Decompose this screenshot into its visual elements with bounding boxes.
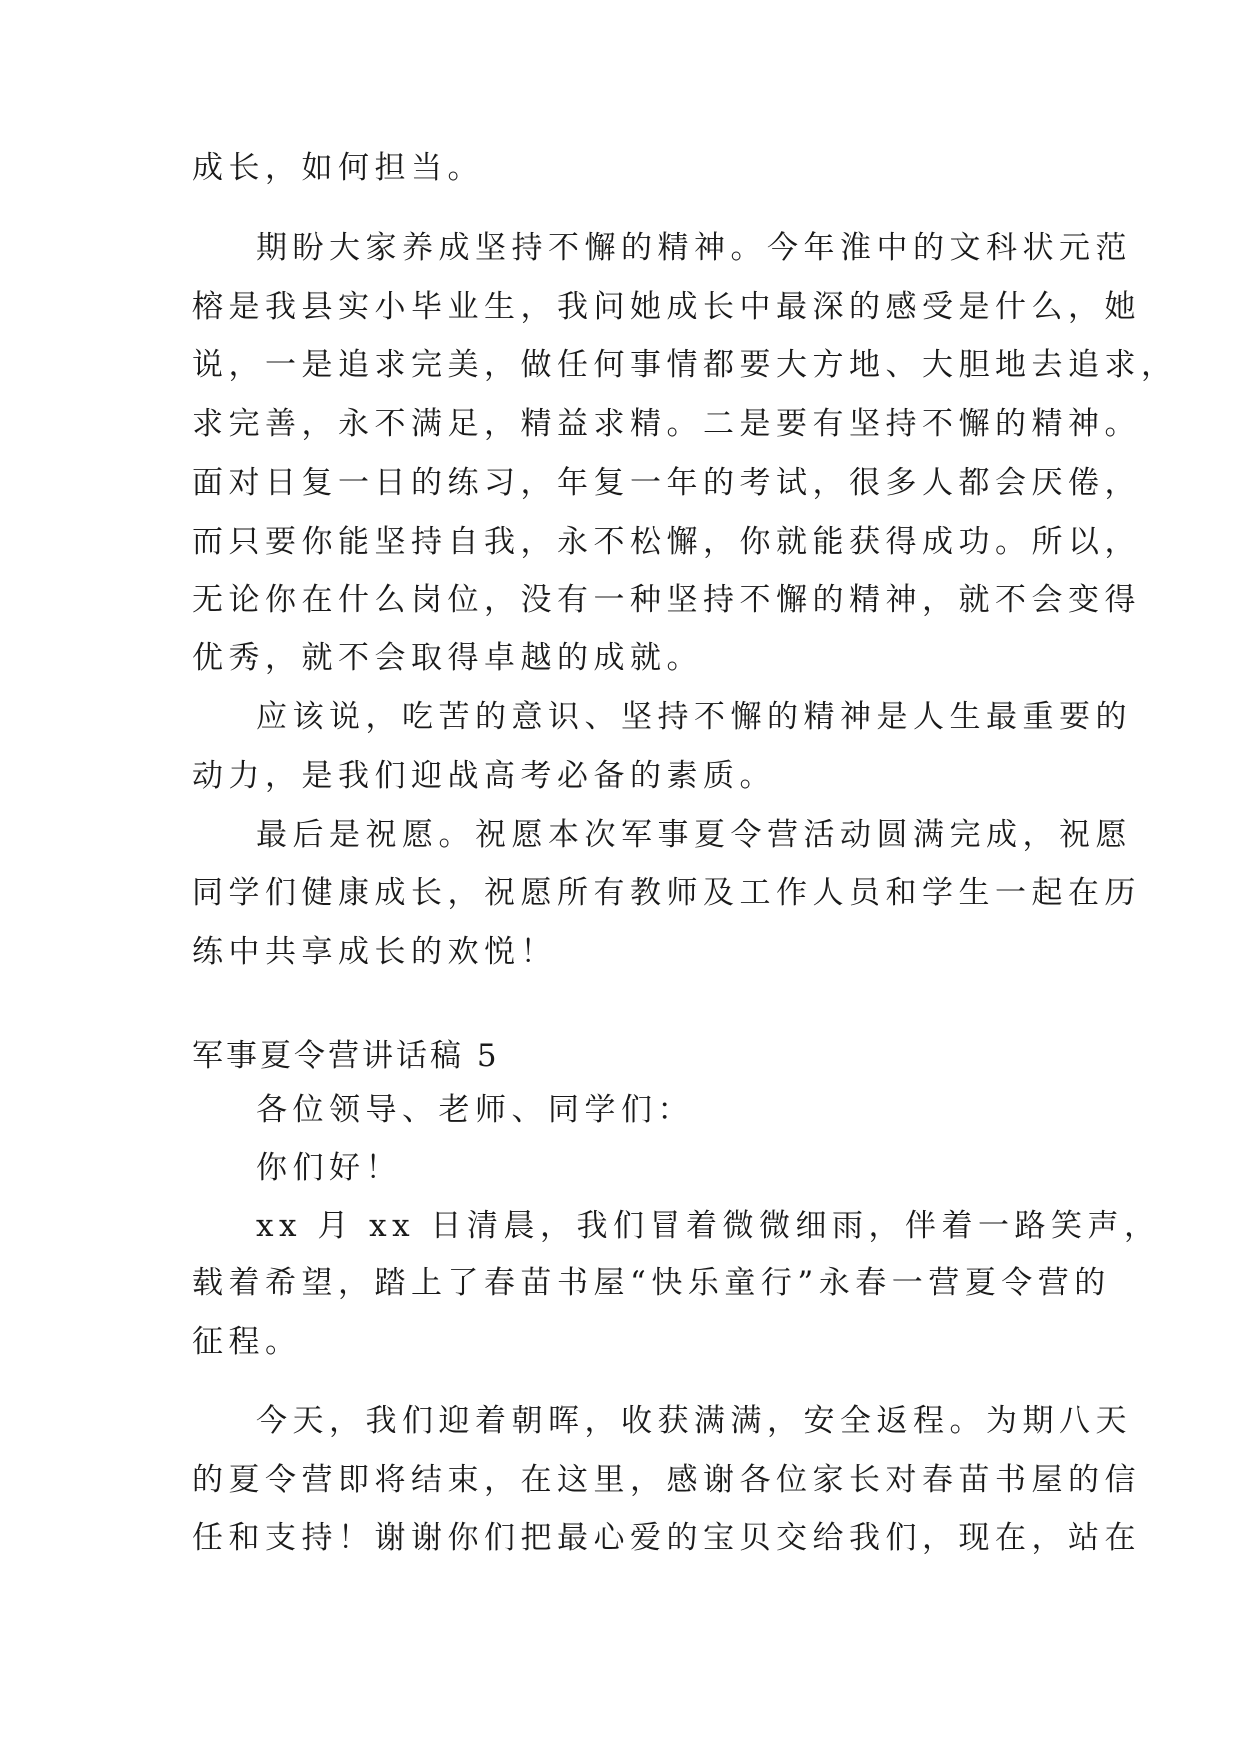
- paragraph-line: 你们好！: [256, 1150, 402, 1186]
- paragraph-line: 今天，我们迎着朝晖，收获满满，安全返程。为期八天: [256, 1403, 1132, 1439]
- paragraph-line: 应该说，吃苦的意识、坚持不懈的精神是人生最重要的: [256, 699, 1132, 735]
- paragraph-line: 期盼大家养成坚持不懈的精神。今年淮中的文科状元范: [256, 230, 1132, 266]
- paragraph-line: 榕是我县实小毕业生，我问她成长中最深的感受是什么，她: [192, 289, 1141, 325]
- paragraph-line: 无论你在什么岗位，没有一种坚持不懈的精神，就不会变得: [192, 582, 1141, 618]
- paragraph-line: 求完善，永不满足，精益求精。二是要有坚持不懈的精神。: [192, 406, 1141, 442]
- paragraph-line: 成长，如何担当。: [192, 150, 484, 186]
- paragraph-line: 征程。: [192, 1324, 302, 1360]
- paragraph-line: 最后是祝愿。祝愿本次军事夏令营活动圆满完成，祝愿: [256, 817, 1132, 853]
- paragraph-line: 动力，是我们迎战高考必备的素质。: [192, 758, 776, 794]
- paragraph-line: 面对日复一日的练习，年复一年的考试，很多人都会厌倦，: [192, 465, 1141, 501]
- paragraph-line: xx 月 xx 日清晨，我们冒着微微细雨，伴着一路笑声，: [256, 1208, 1161, 1244]
- paragraph-line: 同学们健康成长，祝愿所有教师及工作人员和学生一起在历: [192, 875, 1141, 911]
- paragraph-line: 而只要你能坚持自我，永不松懈，你就能获得成功。所以，: [192, 524, 1141, 560]
- paragraph-line: 优秀，就不会取得卓越的成就。: [192, 640, 703, 676]
- paragraph-line: 任和支持！谢谢你们把最心爱的宝贝交给我们，现在，站在: [192, 1520, 1141, 1556]
- paragraph-line: 练中共享成长的欢悦！: [192, 934, 557, 970]
- section-title: 军事夏令营讲话稿 5: [192, 1038, 500, 1074]
- paragraph-line: 说，一是追求完美，做任何事情都要大方地、大胆地去追求，: [192, 347, 1178, 383]
- paragraph-line: 载着希望，踏上了春苗书屋“快乐童行”永春一营夏令营的: [192, 1265, 1111, 1301]
- paragraph-line: 的夏令营即将结束，在这里，感谢各位家长对春苗书屋的信: [192, 1462, 1141, 1498]
- paragraph-line: 各位领导、老师、同学们：: [256, 1092, 694, 1128]
